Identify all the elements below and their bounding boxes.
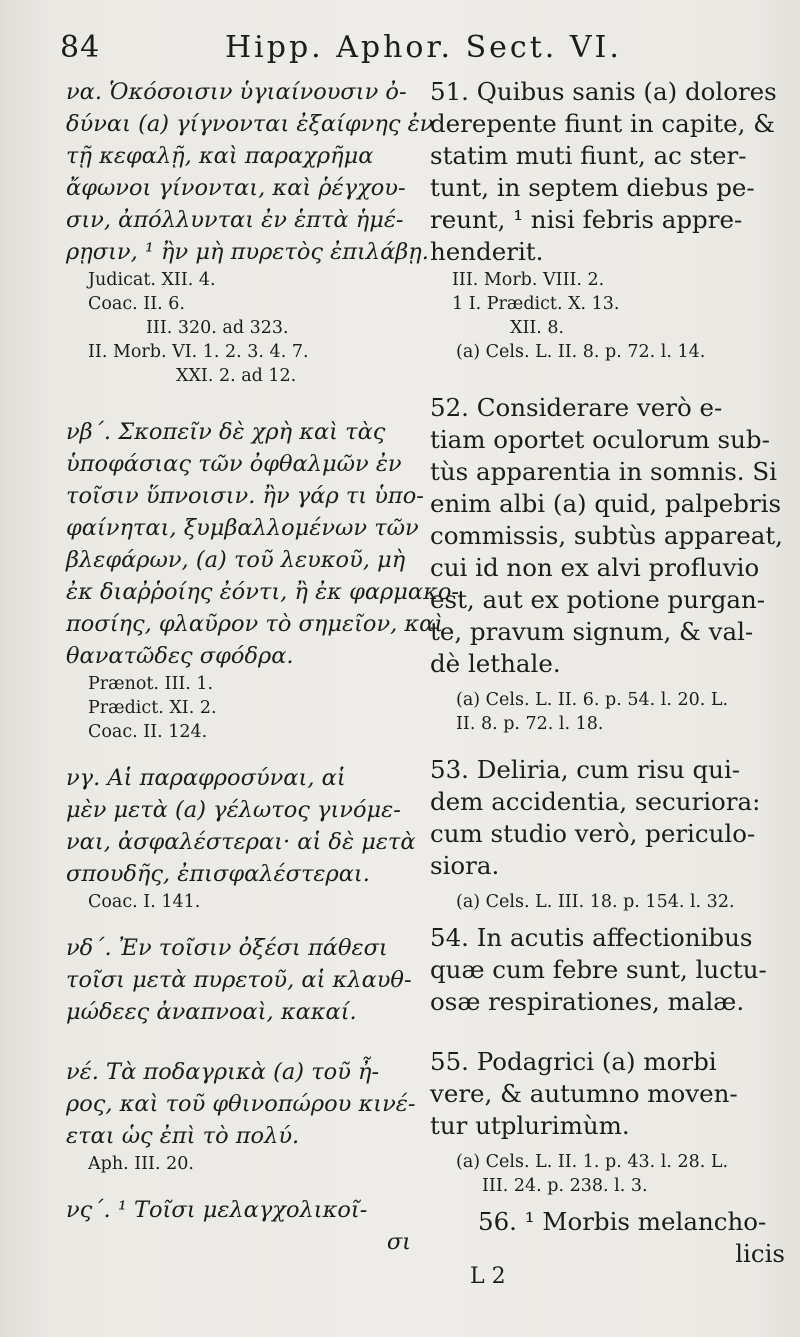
latin-aphorism-53 <box>430 754 785 882</box>
latin-line: 54. In acutis affectionibus <box>430 923 753 952</box>
cross-reference: Aph. III. 20. <box>88 1154 194 1174</box>
latin-line: 53. Deliria, cum risu qui- <box>430 755 741 784</box>
greek-line: ποσίης, φλαῦρον τὸ σημεῖον, καὶ <box>66 611 444 637</box>
greek-aphorism-53 <box>66 762 416 890</box>
latin-line: enim albi (a) quid, palpebris <box>430 489 782 518</box>
greek-line: τοῖσιν ὕπνοισιν. ἢν γάρ τι ὑπο- <box>66 483 424 509</box>
latin-line: henderit. <box>430 237 544 266</box>
footnote: II. 8. p. 72. l. 18. <box>456 714 604 734</box>
greek-line: νβ΄. Σκοπεῖν δὲ χρὴ καὶ τὰς <box>66 419 386 445</box>
greek-aphorism-51 <box>66 76 434 268</box>
cross-reference: Coac. II. 124. <box>88 722 208 742</box>
latin-line: cui id non ex alvi profluvio <box>430 553 760 582</box>
latin-line: tiam oportet oculorum sub- <box>430 425 770 454</box>
latin-notes-55 <box>430 1150 785 1198</box>
signature-mark: L 2 <box>470 1264 506 1289</box>
greek-line: νγ. Αἱ παραφροσύναι, αἱ <box>66 765 346 791</box>
greek-line: σιν, ἀπόλλυνται ἐν ἑπτὰ ἡμέ- <box>66 207 404 233</box>
latin-line: tùs apparentia in somnis. Si <box>430 457 777 486</box>
greek-line: δύναι (a) γίγνονται ἐξαίφνης ἐν <box>66 111 434 137</box>
greek-refs-53 <box>66 890 411 914</box>
latin-aphorism-55 <box>430 1046 785 1142</box>
greek-line: ἄφωνοι γίνονται, καὶ ῥέγχου- <box>66 175 406 201</box>
greek-aphorism-54 <box>66 932 411 1028</box>
greek-line: μὲν μετὰ (a) γέλωτος γινόμε- <box>66 797 401 823</box>
greek-line: νέ. Τὰ ποδαγρικὰ (a) τοῦ ἦ- <box>66 1059 380 1085</box>
latin-note-53 <box>430 890 785 914</box>
latin-line: siora. <box>430 851 500 880</box>
latin-line: dem accidentia, securiora: <box>430 787 761 816</box>
latin-notes-52 <box>430 688 785 736</box>
greek-line: μώδεες ἀναπνοαὶ, κακαί. <box>66 999 357 1025</box>
catchword: σι <box>386 1229 411 1255</box>
footnote: (a) Cels. L. II. 1. p. 43. l. 28. L. <box>456 1152 729 1172</box>
latin-line: statim muti fiunt, ac ster- <box>430 141 747 170</box>
page-header <box>60 26 780 76</box>
latin-note-51 <box>430 340 785 364</box>
latin-line: 55. Podagrici (a) morbi <box>430 1047 717 1076</box>
greek-line: εται ὡς ἐπὶ τὸ πολύ. <box>66 1123 300 1149</box>
latin-line: osæ respirationes, malæ. <box>430 987 745 1016</box>
footnote: (a) Cels. L. III. 18. p. 154. l. 32. <box>456 892 735 912</box>
greek-line: ναι, ἀσφαλέστεραι· αἱ δὲ μετὰ <box>66 829 416 855</box>
catchword: licis <box>735 1239 785 1268</box>
greek-line: θανατῶδες σφόδρα. <box>66 643 294 669</box>
footnote: (a) Cels. L. II. 8. p. 72. l. 14. <box>456 342 706 362</box>
latin-line: tunt, in septem diebus pe- <box>430 173 755 202</box>
latin-aphorism-51 <box>430 76 785 268</box>
greek-line: τοῖσι μετὰ πυρετοῦ, αἱ κλαυθ- <box>66 967 412 993</box>
latin-line: te, pravum signum, & val- <box>430 617 754 646</box>
greek-aphorism-56 <box>66 1194 411 1258</box>
cross-reference: 1 I. Prædict. X. 13. <box>452 294 620 314</box>
greek-line: ρος, καὶ τοῦ φθινοπώρου κινέ- <box>66 1091 416 1117</box>
running-head: Hipp. Aphor. Sect. VI. <box>225 30 622 65</box>
greek-line: φαίνηται, ξυμβαλλομένων τῶν <box>66 515 419 541</box>
latin-aphorism-56 <box>430 1206 785 1270</box>
latin-line: dè lethale. <box>430 649 561 678</box>
greek-refs-52 <box>66 672 411 744</box>
greek-line: νς΄. ¹ Τοῖσι μελαγχολικοῖ- <box>66 1197 368 1223</box>
greek-line: τῇ κεφαλῇ, καὶ παραχρῆμα <box>66 143 374 169</box>
page-number: 84 <box>60 30 101 65</box>
greek-line: ἐκ διαῤῥοίης ἐόντι, ἢ ἐκ φαρμακο- <box>66 579 459 605</box>
latin-line: quæ cum febre sunt, luctu- <box>430 955 767 984</box>
cross-reference: XXI. 2. ad 12. <box>176 366 297 386</box>
latin-line: commissis, subtùs appareat, <box>430 521 783 550</box>
latin-aphorism-54 <box>430 922 785 1018</box>
footnote: III. 24. p. 238. l. 3. <box>482 1176 648 1196</box>
greek-refs-51 <box>66 268 411 388</box>
latin-refs-51 <box>430 268 785 340</box>
latin-line: 52. Considerare verò e- <box>430 393 723 422</box>
latin-line: derepente fiunt in capite, & <box>430 109 775 138</box>
greek-aphorism-52 <box>66 416 459 672</box>
cross-reference: III. 320. ad 323. <box>146 318 289 338</box>
latin-line: 51. Quibus sanis (a) dolores <box>430 77 777 106</box>
cross-reference: III. Morb. VIII. 2. <box>452 270 605 290</box>
cross-reference: Coac. II. 6. <box>88 294 185 314</box>
latin-line: 56. ¹ Morbis melancho- <box>478 1207 767 1236</box>
greek-line: ρῃσιν, ¹ ἢν μὴ πυρετὸς ἐπιλάβῃ. <box>66 239 429 265</box>
cross-reference: Prænot. III. 1. <box>88 674 214 694</box>
cross-reference: Judicat. XII. 4. <box>88 270 216 290</box>
greek-refs-55 <box>66 1152 411 1176</box>
cross-reference: Prædict. XI. 2. <box>88 698 217 718</box>
cross-reference: XII. 8. <box>510 318 565 338</box>
latin-line: tur utplurimùm. <box>430 1111 630 1140</box>
latin-line: reunt, ¹ nisi febris appre- <box>430 205 743 234</box>
greek-aphorism-55 <box>66 1056 416 1152</box>
greek-column <box>66 76 459 1258</box>
latin-line: est, aut ex potione purgan- <box>430 585 766 614</box>
greek-line: νδ΄. Ἐν τοῖσιν ὀξέσι πάθεσι <box>66 935 388 961</box>
greek-line: βλεφάρων, (a) τοῦ λευκοῦ, μὴ <box>66 547 406 573</box>
cross-reference: Coac. I. 141. <box>88 892 201 912</box>
latin-aphorism-52 <box>430 392 785 680</box>
cross-reference: II. Morb. VI. 1. 2. 3. 4. 7. <box>88 342 309 362</box>
footnote: (a) Cels. L. II. 6. p. 54. l. 20. L. <box>456 690 729 710</box>
latin-line: vere, & autumno moven- <box>430 1079 738 1108</box>
greek-line: ὑποφάσιας τῶν ὀφθαλμῶν ἐν <box>66 451 402 477</box>
latin-column <box>430 76 785 1270</box>
latin-line: cum studio verò, periculo- <box>430 819 756 848</box>
greek-line: να. Ὁκόσοισιν ὑγιαίνουσιν ὀ- <box>66 79 407 105</box>
greek-line: σπουδῆς, ἐπισφαλέστεραι. <box>66 861 370 887</box>
